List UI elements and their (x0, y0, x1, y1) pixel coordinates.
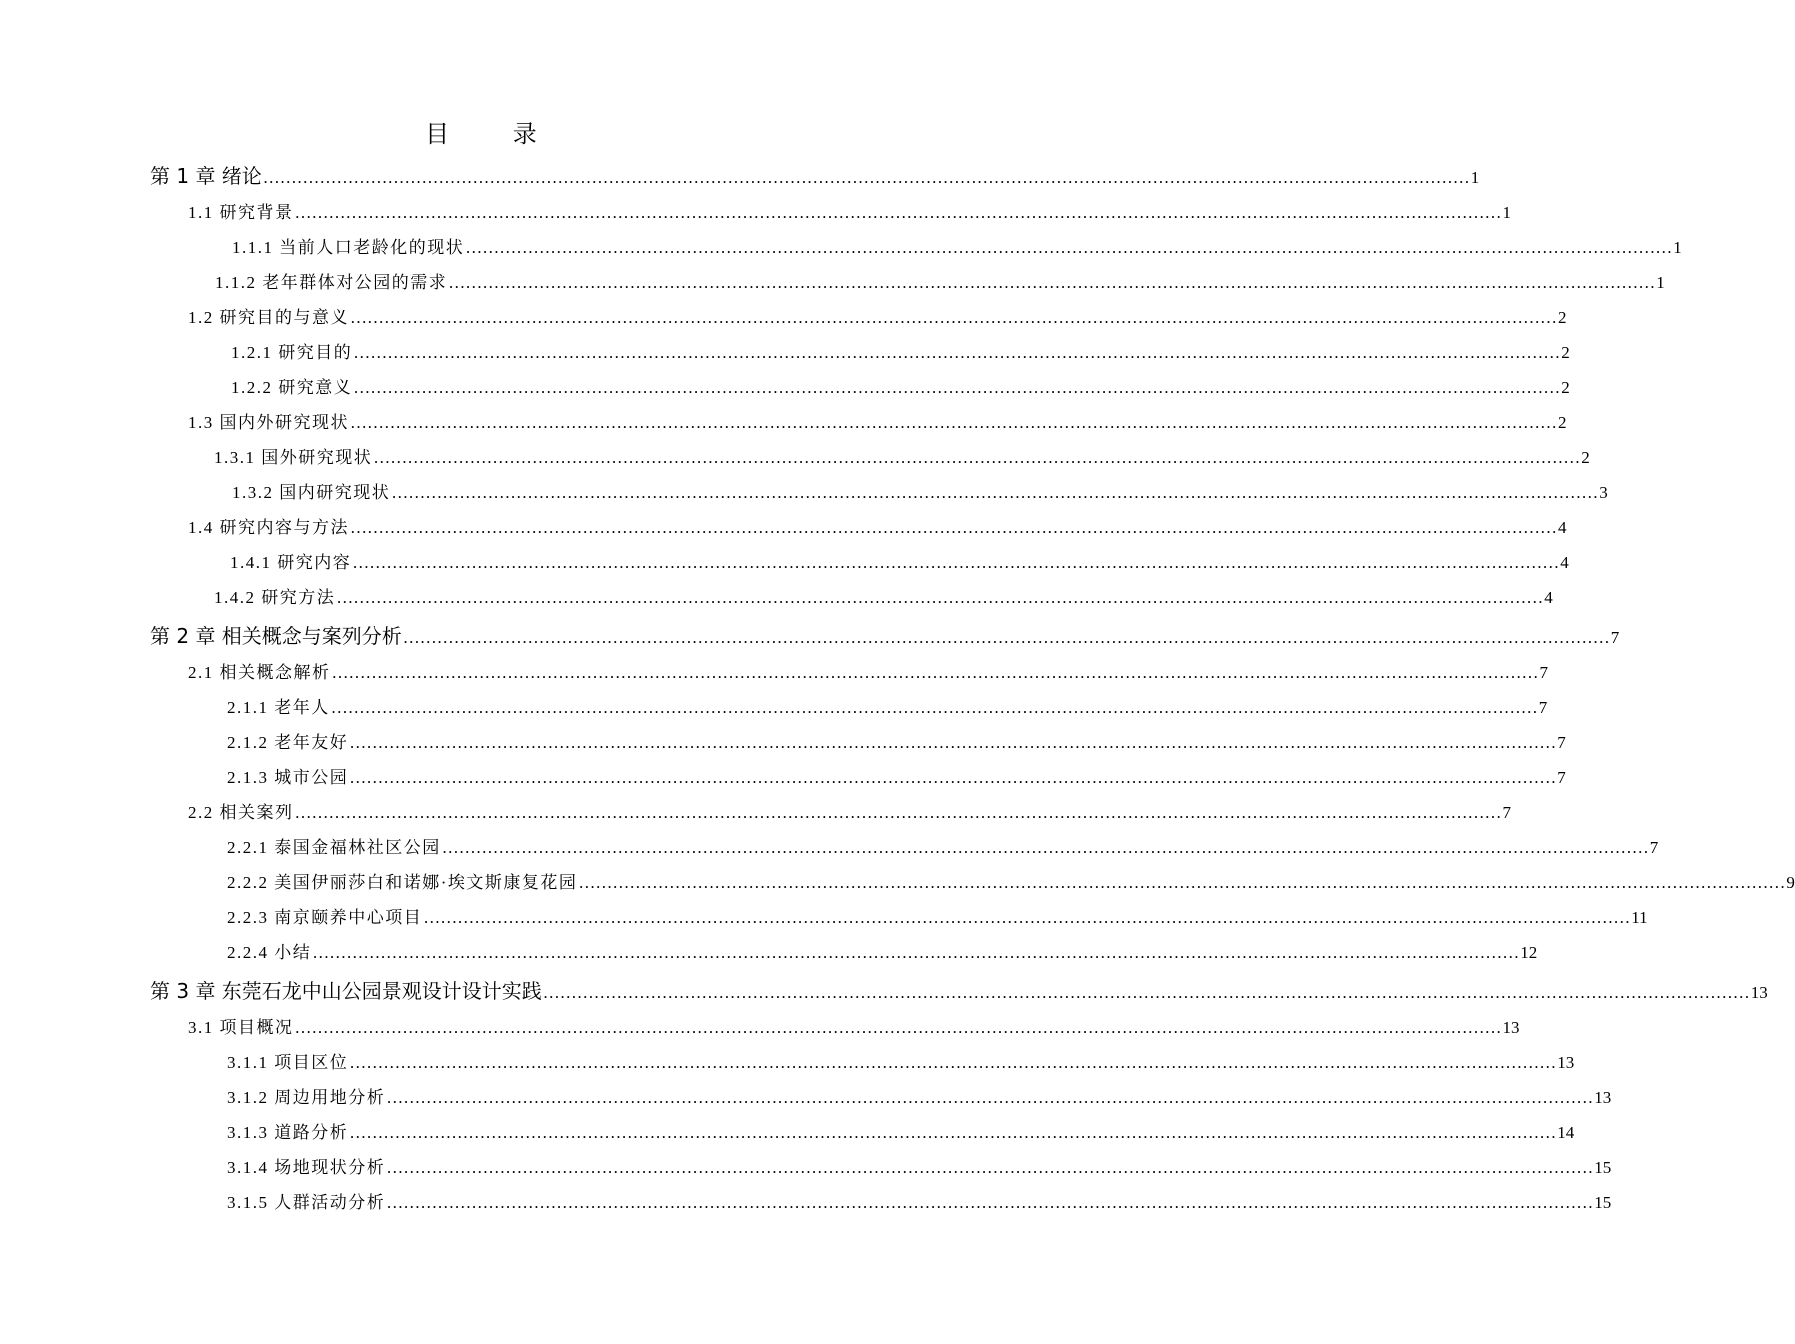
toc-leader-dots: …………………………………………………………………………………………………………………………………………………………………………………………… (336, 588, 1544, 607)
toc-page-number: 1 (1656, 273, 1665, 292)
toc-page-number: 7 (1557, 768, 1566, 787)
toc-entry-label: 1.4 研究内容与方法 (188, 518, 349, 537)
toc-page-number: 11 (1631, 908, 1648, 927)
toc-page-number: 4 (1544, 588, 1553, 607)
toc-entry-label: 1.4.2 研究方法 (214, 588, 336, 607)
toc-entry[interactable] (214, 583, 1553, 608)
toc-page-number: 2 (1558, 308, 1567, 327)
toc-entry-label: 3.1 项目概况 (188, 1018, 294, 1037)
toc-leader-dots: …………………………………………………………………………………………………………………………………………………………………………………………… (386, 1193, 1594, 1212)
toc-leader-dots: …………………………………………………………………………………………………………………………………………………………………………………………… (423, 908, 1631, 927)
toc-page-number: 13 (1750, 983, 1768, 1002)
toc-entry[interactable] (227, 1083, 1612, 1108)
toc-entry-label: 2.2.4 小结 (227, 943, 312, 962)
toc-title: 目 录 (425, 120, 565, 148)
toc-leader-dots: …………………………………………………………………………………………………………………………………………………………………………………………… (402, 628, 1610, 647)
toc-entry-label: 2.1.1 老年人 (227, 698, 330, 717)
toc-entry-label: 第 2 章 相关概念与案列分析 (150, 624, 402, 648)
toc-entry[interactable] (232, 233, 1682, 258)
toc-leader-dots: …………………………………………………………………………………………………………………………………………………………………………………………… (448, 273, 1656, 292)
toc-entry[interactable] (227, 693, 1548, 718)
toc-page-number: 12 (1520, 943, 1538, 962)
toc-page-number: 4 (1558, 518, 1567, 537)
toc-page-number: 7 (1557, 733, 1566, 752)
toc-leader-dots: …………………………………………………………………………………………………………………………………………………………………………………………… (350, 518, 1557, 537)
toc-leader-dots: …………………………………………………………………………………………………………………………………………………………………………………………… (349, 733, 1557, 752)
toc-entry[interactable] (188, 303, 1567, 328)
toc-entry[interactable] (188, 1013, 1520, 1038)
toc-page-number: 1 (1502, 203, 1511, 222)
toc-entry[interactable] (232, 478, 1608, 503)
toc-entry[interactable] (227, 868, 1795, 893)
toc-leader-dots: …………………………………………………………………………………………………………………………………………………………………………………………… (386, 1158, 1594, 1177)
toc-leader-dots: …………………………………………………………………………………………………………………………………………………………………………………………… (578, 873, 1786, 892)
toc-page-number: 7 (1502, 803, 1511, 822)
toc-leader-dots: …………………………………………………………………………………………………………………………………………………………………………………………… (391, 483, 1599, 502)
toc-page-number: 4 (1560, 553, 1569, 572)
toc-entry-label: 第 3 章 东莞石龙中山公园景观设计设计实践 (150, 979, 542, 1003)
toc-page-number: 15 (1594, 1158, 1612, 1177)
toc-leader-dots: …………………………………………………………………………………………………………………………………………………………………………………………… (330, 698, 1538, 717)
toc-leader-dots: …………………………………………………………………………………………………………………………………………………………………………………………… (350, 413, 1557, 432)
toc-entry[interactable] (188, 198, 1511, 223)
toc-page-number: 7 (1649, 838, 1659, 857)
toc-page-number: 13 (1594, 1088, 1612, 1107)
toc-leader-dots: …………………………………………………………………………………………………………………………………………………………………………………………… (373, 448, 1581, 467)
toc-page-number: 14 (1557, 1123, 1575, 1142)
toc-page-number: 2 (1558, 413, 1567, 432)
toc-leader-dots: …………………………………………………………………………………………………………………………………………………………………………………………… (542, 983, 1750, 1002)
toc-entry-label: 1.2.2 研究意义 (231, 378, 353, 397)
toc-entry-label: 2.2 相关案列 (188, 803, 294, 822)
toc-entry-label: 1.1.1 当前人口老龄化的现状 (232, 238, 465, 257)
toc-page-number: 1 (1673, 238, 1682, 257)
toc-leader-dots: …………………………………………………………………………………………………………………………………………………………………………………………… (386, 1088, 1594, 1107)
toc-page-number: 2 (1561, 378, 1570, 397)
toc-page-number: 2 (1581, 448, 1590, 467)
toc-entry[interactable] (188, 513, 1567, 538)
toc-entry[interactable] (227, 1188, 1612, 1213)
toc-entry[interactable] (227, 938, 1538, 963)
toc-leader-dots: …………………………………………………………………………………………………………………………………………………………………………………………… (349, 1053, 1557, 1072)
toc-leader-dots: …………………………………………………………………………………………………………………………………………………………………………………………… (294, 1018, 1502, 1037)
toc-entry-label: 1.3.2 国内研究现状 (232, 483, 391, 502)
toc-entry-label: 1.1 研究背景 (188, 203, 294, 222)
toc-leader-dots: …………………………………………………………………………………………………………………………………………………………………………………………… (331, 663, 1539, 682)
toc-page-number: 13 (1502, 1018, 1520, 1037)
toc-leader-dots: …………………………………………………………………………………………………………………………………………………………………………………………… (349, 768, 1557, 787)
toc-leader-dots: …………………………………………………………………………………………………………………………………………………………………………………………… (262, 168, 1470, 187)
toc-entry-label: 3.1.2 周边用地分析 (227, 1088, 386, 1107)
toc-entry[interactable] (227, 833, 1659, 858)
toc-entry[interactable] (231, 338, 1570, 363)
toc-page-number: 2 (1561, 343, 1570, 362)
toc-entry-label: 3.1.3 道路分析 (227, 1123, 349, 1142)
toc-page-number: 15 (1594, 1193, 1612, 1212)
toc-entry-label: 3.1.5 人群活动分析 (227, 1193, 386, 1212)
toc-entry[interactable] (188, 658, 1548, 683)
toc-chapter-entry[interactable] (150, 160, 1480, 189)
toc-entry[interactable] (214, 443, 1590, 468)
toc-entry-label: 2.2.1 泰国金福林社区公园 (227, 838, 441, 857)
toc-entry[interactable] (231, 373, 1570, 398)
toc-leader-dots: …………………………………………………………………………………………………………………………………………………………………………………………… (353, 378, 1561, 397)
toc-leader-dots: …………………………………………………………………………………………………………………………………………………………………………………………… (312, 943, 1520, 962)
toc-entry-label: 1.2.1 研究目的 (231, 343, 353, 362)
toc-entry[interactable] (227, 728, 1566, 753)
toc-entry[interactable] (227, 1048, 1575, 1073)
toc-leader-dots: …………………………………………………………………………………………………………………………………………………………………………………………… (352, 553, 1560, 572)
toc-entry-label: 1.1.2 老年群体对公园的需求 (215, 273, 448, 292)
toc-entry-label: 2.2.2 美国伊丽莎白和诺娜·埃文斯康复花园 (227, 873, 578, 892)
toc-entry-label: 1.4.1 研究内容 (230, 553, 352, 572)
toc-entry-label: 第 1 章 绪论 (150, 164, 262, 188)
toc-leader-dots: …………………………………………………………………………………………………………………………………………………………………………………………… (294, 203, 1502, 222)
toc-page-number: 7 (1610, 628, 1620, 647)
toc-leader-dots: …………………………………………………………………………………………………………………………………………………………………………………………… (294, 803, 1502, 822)
toc-leader-dots: …………………………………………………………………………………………………………………………………………………………………………………………… (349, 1123, 1557, 1142)
toc-page-number: 7 (1538, 698, 1548, 717)
toc-entry-label: 1.3 国内外研究现状 (188, 413, 349, 432)
toc-chapter-entry[interactable] (150, 620, 1620, 649)
toc-entry[interactable] (227, 1118, 1575, 1143)
toc-page-number: 1 (1470, 168, 1480, 187)
toc-entry-label: 3.1.1 项目区位 (227, 1053, 349, 1072)
toc-entry-label: 1.2 研究目的与意义 (188, 308, 349, 327)
toc-page-number: 13 (1557, 1053, 1575, 1072)
toc-entry[interactable] (227, 903, 1648, 928)
toc-page-number: 7 (1539, 663, 1548, 682)
toc-entry[interactable] (230, 548, 1569, 573)
toc-leader-dots: …………………………………………………………………………………………………………………………………………………………………………………………… (353, 343, 1561, 362)
toc-entry-label: 2.2.3 南京颐养中心项目 (227, 908, 423, 927)
toc-page-number: 9 (1786, 873, 1795, 892)
toc-entry-label: 2.1 相关概念解析 (188, 663, 331, 682)
toc-entry-label: 2.1.3 城市公园 (227, 768, 349, 787)
toc-entry-label: 2.1.2 老年友好 (227, 733, 349, 752)
toc-leader-dots: …………………………………………………………………………………………………………………………………………………………………………………………… (465, 238, 1673, 257)
toc-entry[interactable] (188, 798, 1511, 823)
toc-entry-label: 1.3.1 国外研究现状 (214, 448, 373, 467)
toc-leader-dots: …………………………………………………………………………………………………………………………………………………………………………………………… (350, 308, 1557, 327)
toc-entry[interactable] (227, 763, 1566, 788)
toc-leader-dots: …………………………………………………………………………………………………………………………………………………………………………………………… (441, 838, 1649, 857)
toc-entry-label: 3.1.4 场地现状分析 (227, 1158, 386, 1177)
toc-chapter-entry[interactable] (150, 975, 1768, 1004)
toc-entry[interactable] (227, 1153, 1612, 1178)
toc-entry[interactable] (215, 268, 1665, 293)
toc-entry[interactable] (188, 408, 1567, 433)
toc-page-number: 3 (1599, 483, 1608, 502)
